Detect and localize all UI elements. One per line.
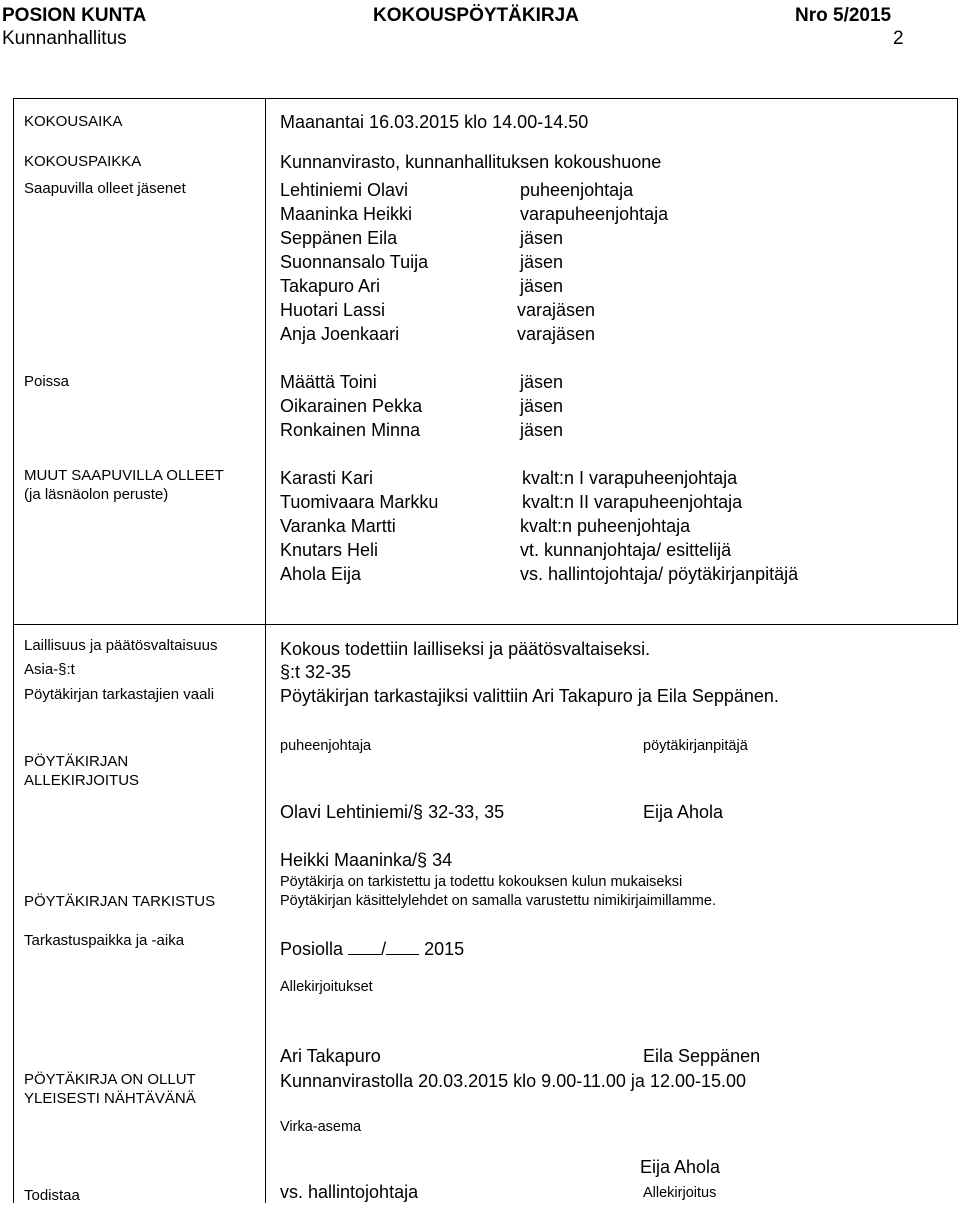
municipality-name: POSION KUNTA xyxy=(2,5,147,26)
document-number: Nro 5/2015 xyxy=(795,5,892,26)
certify-label: Todistaa xyxy=(24,1187,80,1204)
absent-member-name: Oikarainen Pekka xyxy=(280,396,423,416)
present-member-role: varajäsen xyxy=(517,324,596,344)
present-members-label: Saapuvilla olleet jäsenet xyxy=(24,180,186,197)
public-display-sublabel: YLEISESTI NÄHTÄVÄNÄ xyxy=(24,1090,196,1107)
present-member-role: varapuheenjohtaja xyxy=(520,204,669,224)
other-attendee-name: Tuomivaara Markku xyxy=(280,492,439,512)
present-member-role: jäsen xyxy=(520,276,564,296)
other-attendee-name: Varanka Martti xyxy=(280,516,396,536)
table-top-border xyxy=(13,98,958,99)
secretary-title: pöytäkirjanpitäjä xyxy=(643,738,748,754)
date-separator: / xyxy=(381,939,387,959)
review-statement-1: Pöytäkirja on tarkistettu ja todettu kokouksen kulun mukaiseksi xyxy=(280,874,683,890)
review-year: 2015 xyxy=(424,939,465,959)
meeting-time-value: Maanantai 16.03.2015 klo 14.00-14.50 xyxy=(280,112,589,132)
signature-section-label: PÖYTÄKIRJAN xyxy=(24,753,129,770)
meeting-time-label: KOKOUSAIKA xyxy=(24,113,123,130)
review-place: Posiolla xyxy=(280,939,344,959)
agenda-items-label: Asia-§:t xyxy=(24,661,75,678)
checker-2-name: Eila Seppänen xyxy=(643,1046,761,1066)
present-member-role: varajäsen xyxy=(517,300,596,320)
present-member-name: Seppänen Eila xyxy=(280,228,398,248)
present-member-name: Takapuro Ari xyxy=(280,276,381,296)
agenda-items-value: §:t 32-35 xyxy=(280,662,352,682)
review-month-blank xyxy=(386,938,419,955)
checkers-election-label: Pöytäkirjan tarkastajien vaali xyxy=(24,686,215,703)
chair-title: puheenjohtaja xyxy=(280,738,372,754)
absent-label: Poissa xyxy=(24,373,70,390)
present-member-role: puheenjohtaja xyxy=(520,180,634,200)
secretary-name: Eija Ahola xyxy=(643,802,724,822)
other-attendee-role: kvalt:n puheenjohtaja xyxy=(520,516,691,536)
signatures-label: Allekirjoitukset xyxy=(280,979,373,995)
section-divider xyxy=(13,624,958,625)
governing-body: Kunnanhallitus xyxy=(2,28,127,49)
checker-1-name: Ari Takapuro xyxy=(280,1046,381,1066)
present-member-name: Maaninka Heikki xyxy=(280,204,413,224)
signature-section-sublabel: ALLEKIRJOITUS xyxy=(24,772,140,789)
column-divider xyxy=(265,98,266,1203)
absent-member-name: Määttä Toini xyxy=(280,372,377,392)
present-member-name: Anja Joenkaari xyxy=(280,324,400,344)
review-section-label: PÖYTÄKIRJAN TARKISTUS xyxy=(24,893,216,910)
certifier-title: vs. hallintojohtaja xyxy=(280,1182,419,1202)
position-label: Virka-asema xyxy=(280,1119,362,1135)
meeting-place-value: Kunnanvirasto, kunnanhallituksen kokoushuone xyxy=(280,152,662,172)
vice-chair-name: Heikki Maaninka/§ 34 xyxy=(280,850,453,870)
present-member-name: Suonnansalo Tuija xyxy=(280,252,429,272)
signature-label: Allekirjoitus xyxy=(643,1185,717,1201)
present-member-role: jäsen xyxy=(520,228,564,248)
other-attendee-role: kvalt:n II varapuheenjohtaja xyxy=(522,492,743,512)
chair-name: Olavi Lehtiniemi/§ 32-33, 35 xyxy=(280,802,505,822)
absent-member-role: jäsen xyxy=(520,372,564,392)
table-left-border xyxy=(13,98,14,1203)
meeting-place-label: KOKOUSPAIKKA xyxy=(24,153,142,170)
absent-member-role: jäsen xyxy=(520,396,564,416)
review-place-time-value xyxy=(280,938,464,960)
absent-member-name: Ronkainen Minna xyxy=(280,420,421,440)
other-attendee-role: vs. hallintojohtaja/ pöytäkirjanpitäjä xyxy=(520,564,799,584)
public-display-label: PÖYTÄKIRJA ON OLLUT xyxy=(24,1071,196,1088)
review-day-blank xyxy=(348,938,381,955)
certifier-name: Eija Ahola xyxy=(640,1157,721,1177)
other-attendee-name: Ahola Eija xyxy=(280,564,362,584)
others-present-sublabel: (ja läsnäolon peruste) xyxy=(24,486,169,503)
document-type: KOKOUSPÖYTÄKIRJA xyxy=(373,5,579,26)
public-display-value: Kunnanvirastolla 20.03.2015 klo 9.00-11.00 ja 12.00-15.00 xyxy=(280,1071,747,1091)
present-member-name: Lehtiniemi Olavi xyxy=(280,180,409,200)
other-attendee-role: kvalt:n I varapuheenjohtaja xyxy=(522,468,738,488)
checkers-election-value: Pöytäkirjan tarkastajiksi valittiin Ari Takapuro ja Eila Seppänen. xyxy=(280,686,779,706)
present-member-name: Huotari Lassi xyxy=(280,300,386,320)
review-statement-2: Pöytäkirjan käsittelylehdet on samalla varustettu nimikirjaimillamme. xyxy=(280,893,716,909)
present-member-role: jäsen xyxy=(520,252,564,272)
absent-member-role: jäsen xyxy=(520,420,564,440)
other-attendee-name: Knutars Heli xyxy=(280,540,379,560)
table-right-border xyxy=(957,98,958,624)
other-attendee-role: vt. kunnanjohtaja/ esittelijä xyxy=(520,540,732,560)
review-place-time-label: Tarkastuspaikka ja -aika xyxy=(24,932,185,949)
page-number: 2 xyxy=(893,28,904,49)
legality-label: Laillisuus ja päätösvaltaisuus xyxy=(24,637,218,654)
legality-value: Kokous todettiin lailliseksi ja päätösvaltaiseksi. xyxy=(280,639,651,659)
others-present-label: MUUT SAAPUVILLA OLLEET xyxy=(24,467,224,484)
other-attendee-name: Karasti Kari xyxy=(280,468,374,488)
